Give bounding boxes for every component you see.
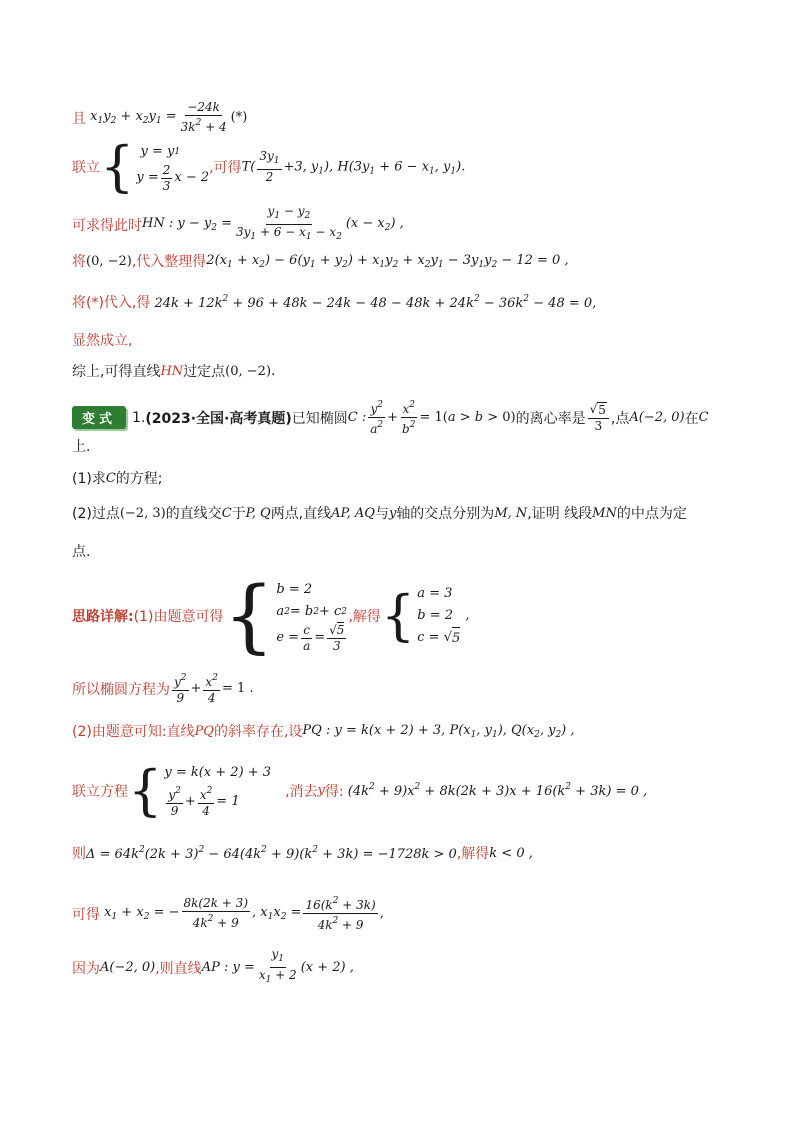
solution-vieta [72, 894, 384, 933]
plus-sign-2: + [190, 681, 202, 696]
point-0-neg2: (0, −2) [86, 253, 132, 269]
curve-C: C [698, 410, 709, 425]
fraction-slope-HN: $\frac{y_1 - y_2}{3y_1 + 6 - x_1 - x_2}$ [235, 204, 342, 242]
question-2 [72, 503, 687, 523]
formula-HN: HN : $y - y_2$ = [142, 216, 232, 233]
line-PQ-eq: PQ : y = k(x + 2) + 3, $P(x_1$, $y_1$), $Q(x_2$, $y_2$) , [302, 722, 575, 740]
q2-y: y [388, 505, 397, 521]
comma: , [379, 906, 384, 921]
variant-badge: 变式 [72, 406, 126, 429]
variant-line-2: 上. [72, 439, 91, 455]
sol-p2b: 的斜率存在,设 [213, 724, 303, 740]
variant-line-1 [72, 398, 709, 437]
q2-C: C [221, 505, 232, 521]
plus-sign: + [387, 410, 399, 425]
q1-b: 的方程; [115, 471, 163, 487]
sol-p1c: 所以椭圆方程为 [72, 681, 170, 698]
discriminant: $\Delta = 64k^2(2k + 3)^2 - 64(4k^2 + 9)(k^2 + 3k) = -1728k > 0$ [86, 844, 457, 862]
q2-MN-seg: MN [592, 505, 617, 521]
sol-p3b: ,消去 [285, 783, 318, 800]
sol-p4a: 则 [72, 846, 86, 862]
system-equations: y = y 1 y = $\frac{2}{3}$ x − 2 [136, 143, 210, 193]
q2-a: (2)过点 [72, 506, 120, 522]
system-brace-1: { [223, 569, 275, 662]
AP-tail: (x + 2) , [300, 960, 354, 975]
formula-verify: $24k + 12k^2 + 96 + 48k - 24k - 48 - 48k + 24k^2 - 36k^2 - 48 = 0$, [150, 293, 597, 311]
solution-delta [72, 843, 533, 863]
system-brace: { [100, 135, 135, 198]
solution-part-1 [72, 569, 470, 662]
line-4-prefix: 将 [72, 254, 86, 270]
quadratic: $(4k^2 + 9)x^2 + 8k(2k + 3)x + 16(k^2 + 3k) = 0$ , [343, 782, 648, 799]
fraction-product: $\frac{16(k^2 + 3k)}{4k^2 + 9}$ [305, 896, 376, 932]
sol-p1b: ,解得 [348, 609, 381, 625]
fraction-sum: $\frac{8k(2k + 3)}{4k^2 + 9}$ [183, 896, 248, 930]
q2-f: 轴的交点分别为 [396, 506, 495, 522]
line-2-mid: ,可得 [209, 160, 242, 176]
sum-roots: $x_1 + x_2$ = − [100, 905, 180, 922]
line-6: 显然成立, [72, 333, 133, 349]
sol-p6a: 因为 [72, 960, 100, 977]
q1-C: C [105, 470, 116, 486]
fraction-y2-a2: $\frac{y^2}{a^2}$ [370, 400, 384, 436]
sol-p3c: 得: [324, 783, 344, 800]
question-1 [72, 468, 163, 488]
fraction-minus24k: $\frac{-24k}{3k^2 + 4}$ [180, 100, 227, 134]
q2-d: 两点,直线 [270, 506, 332, 522]
q1-a: (1)求 [72, 471, 106, 487]
ellipse-equation: C : [347, 410, 367, 425]
formula-x1y2-x2y1: $x_1y_2 + x_2y_1$ = [86, 109, 177, 126]
k-condition: k < 0 , [489, 845, 533, 861]
q2-AP-AQ: AP, AQ [331, 505, 375, 521]
q2-c: 于 [231, 506, 246, 522]
sol-p3a: 联立方程 [72, 783, 128, 800]
line-2-prefix: 联立 [72, 160, 100, 176]
question-2-end: 点. [72, 544, 91, 560]
product-roots: , $x_1x_2$ = [252, 905, 302, 922]
variant-number: 1. [132, 409, 146, 426]
variant-source: (2023·全国·高考真题) [145, 410, 292, 427]
line-3 [72, 204, 404, 245]
solution-part-2 [72, 721, 575, 741]
sol-p1a: (1)由题意可得 [133, 609, 224, 625]
formula-T-H: T( $\frac{3y_1}{2}$ +3, $y_1$), $H(3y_1 + 6 - x_1$, $y_1$). [241, 149, 466, 184]
system-brace-3: { [128, 758, 163, 822]
q2-h: 的中点为定 [616, 506, 687, 522]
fraction-y2-9: $\frac{y^2}{9}$ [174, 673, 187, 705]
sol-p4b: ,解得 [456, 846, 490, 862]
solution-ellipse [72, 671, 254, 706]
system-brace-2: { [380, 584, 416, 647]
sol-p2a: (2)由题意可知:直线 [72, 724, 195, 740]
sol-p5a: 可得 [72, 906, 100, 923]
line-7 [72, 361, 275, 381]
sol-PQ: PQ [194, 723, 214, 739]
line-5-prefix: 将(*)代入,得 [72, 295, 151, 311]
line-4 [72, 251, 569, 271]
q2-point: (−2, 3) [119, 505, 166, 521]
variant-mid2: ,点 [610, 410, 630, 427]
line-4-mid: ,代入整理得 [131, 254, 207, 270]
line-3-prefix: 可求得此时 [72, 217, 142, 234]
fraction-x2-4: $\frac{x^2}{4}$ [205, 673, 218, 705]
line-7-mid: 过定点 [183, 364, 226, 380]
system-1: b = 2 a 2 = b 2 + c 2 e = $\frac{c}{a}$ = $\frac{√5}{3}$ [276, 581, 347, 653]
solution-AP [72, 947, 354, 988]
line-7-prefix: 综上,可得直线 [72, 364, 161, 380]
fraction-x2-b2: $\frac{x^2}{b^2}$ [402, 400, 416, 436]
solution-label: 思路详解: [72, 609, 134, 625]
line-1-prefix: 且 [72, 110, 86, 127]
line-1 [72, 100, 247, 135]
point-A-sol: A(−2, 0) [100, 960, 156, 975]
line-AP-eq: AP : y = [201, 960, 255, 975]
line-HN: HN [160, 363, 184, 379]
star-mark: (*) [230, 110, 248, 125]
variant-intro: 已知椭圆 [291, 410, 348, 427]
eliminate-y: y [317, 783, 325, 798]
fraction-AP: $\frac{y_1}{x_1 + 2}$ [258, 947, 297, 985]
line-7-end: . [271, 363, 276, 379]
q2-g: ,证明 线段 [527, 506, 593, 522]
equals-one: = 1 . [221, 681, 254, 696]
line-2 [72, 135, 466, 198]
q2-b: 的直线交 [165, 506, 222, 522]
formula-substituted: $2(x_1 + x_2) - 6(y_1 + y_2) + x_1y_2 + x_2y_1 - 3y_1y_2 - 12 = 0$ , [206, 252, 569, 270]
system-3: y = k(x + 2) + 3 $\frac{y^2}{9}$ + $\frac{x^2}{4}$ = 1 [164, 765, 272, 818]
system-2: a = 3 b = 2 , c = √ 5 [417, 583, 469, 650]
variant-mid: 的离心率是 [515, 410, 586, 427]
eccentricity: √ 5 3 [588, 402, 609, 434]
point-A: A(−2, 0) [629, 410, 685, 425]
fixed-point: (0, −2) [225, 363, 272, 379]
line-5 [72, 292, 596, 312]
formula-HN-tail: $(x - x_2)$ , [345, 216, 404, 233]
q2-e: 与 [374, 506, 389, 522]
ellipse-condition: = 1(a > b > 0) [419, 410, 516, 425]
q2-PQ: P, Q [245, 505, 271, 521]
variant-mid3: 在 [684, 410, 699, 427]
sol-p6b: ,则直线 [155, 960, 202, 977]
solution-system [72, 758, 648, 822]
q2-MN: M, N [494, 505, 528, 521]
